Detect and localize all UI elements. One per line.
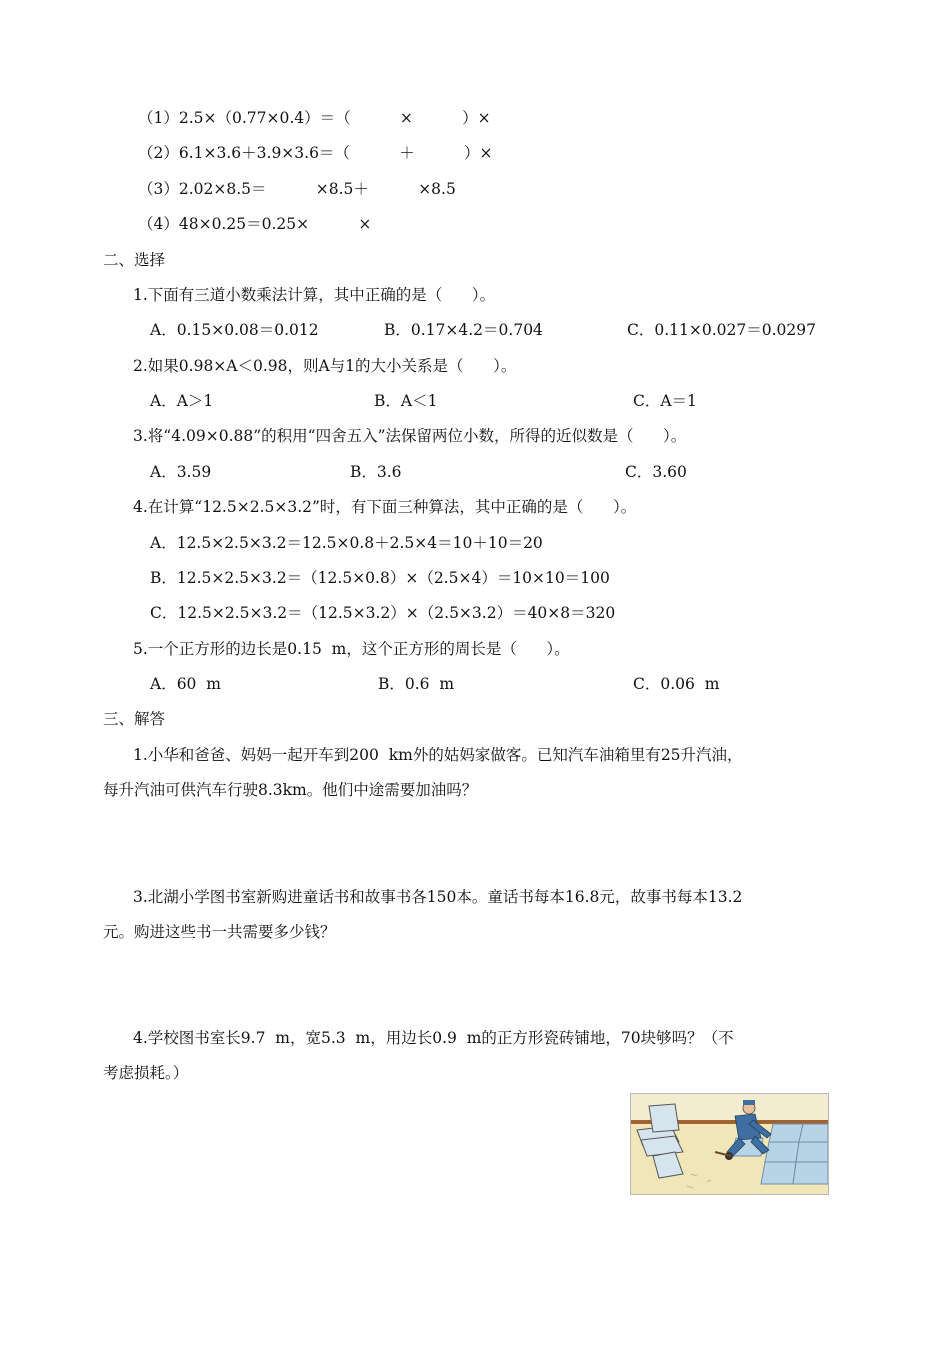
q2-option-c: C．A＝1 — [633, 392, 697, 410]
q3-stem: 3.将“4.09×0.88”的积用“四舍五入”法保留两位小数，所得的近似数是（ ）。 — [133, 427, 687, 445]
tile-worker-illustration — [630, 1093, 829, 1195]
q4-option-c: C．12.5×2.5×3.2＝（12.5×3.2）×（2.5×3.2）＝40×8＝320 — [150, 604, 616, 622]
problem1-line2: 每升汽油可供汽车行驶8.3km。他们中途需要加油吗？ — [103, 781, 478, 799]
q2-option-b: B．A＜1 — [374, 392, 438, 410]
q1-option-a: A．0.15×0.08＝0.012 — [150, 321, 319, 339]
q1-option-b: B．0.17×4.2＝0.704 — [384, 321, 543, 339]
section2-heading: 二、选择 — [103, 251, 166, 269]
section3-heading: 三、解答 — [103, 710, 166, 728]
part1-item-2: （2）6.1×3.6＋3.9×3.6＝（ ＋ ）× — [138, 144, 493, 162]
q3-option-a: A．3.59 — [150, 463, 212, 481]
q4-option-a: A．12.5×2.5×3.2＝12.5×0.8＋2.5×4＝10＋10＝20 — [150, 534, 543, 552]
problem4-line2: 考虑损耗。） — [103, 1064, 189, 1082]
part1-item-4: （4）48×0.25＝0.25× × — [138, 215, 372, 233]
q2-stem: 2.如果0.98×A＜0.98，则A与1的大小关系是（ ）。 — [133, 357, 517, 375]
problem3-line1: 3.北湖小学图书室新购进童话书和故事书各150本。童话书每本16.8元，故事书每本13.2 — [133, 888, 743, 906]
q5-stem: 5.一个正方形的边长是0.15 m，这个正方形的周长是（ ）。 — [133, 640, 570, 658]
q4-stem: 4.在计算“12.5×2.5×3.2”时，有下面三种算法，其中正确的是（ ）。 — [133, 498, 637, 516]
q2-option-a: A．A＞1 — [150, 392, 214, 410]
q1-stem: 1.下面有三道小数乘法计算，其中正确的是（ ）。 — [133, 286, 496, 304]
q1-option-c: C．0.11×0.027＝0.0297 — [627, 321, 816, 339]
q3-option-b: B．3.6 — [350, 463, 402, 481]
part1-item-3: （3）2.02×8.5＝ ×8.5＋ ×8.5 — [138, 180, 456, 198]
problem3-line2: 元。购进这些书一共需要多少钱？ — [103, 923, 336, 941]
problem4-line1: 4.学校图书室长9.7 m，宽5.3 m，用边长0.9 m的正方形瓷砖铺地，70块够吗？（不 — [133, 1029, 734, 1047]
problem1-line1: 1.小华和爸爸、妈妈一起开车到200 km外的姑妈家做客。已知汽车油箱里有25升汽油， — [133, 746, 743, 764]
q3-option-c: C．3.60 — [625, 463, 687, 481]
q5-option-a: A．60 m — [150, 675, 221, 693]
q5-option-c: C．0.06 m — [633, 675, 720, 693]
q5-option-b: B．0.6 m — [378, 675, 455, 693]
q4-option-b: B．12.5×2.5×3.2＝（12.5×0.8）×（2.5×4）＝10×10＝100 — [150, 569, 610, 587]
part1-item-1: （1）2.5×（0.77×0.4）＝（ × ）× — [138, 109, 491, 127]
